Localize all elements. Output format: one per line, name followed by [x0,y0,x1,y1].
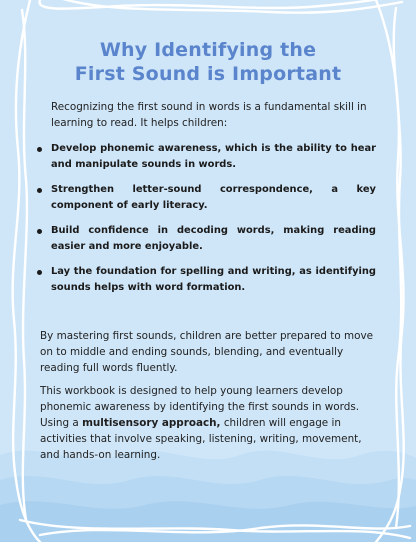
list-item [36,223,376,254]
page-title [0,38,416,86]
list-item-text: Strengthen letter-sound correspondence, a key component of early literacy. [51,184,376,211]
list-item-text: Develop phonemic awareness, which is the ability to hear and manipulate sounds in words. [51,143,376,170]
list-item [36,182,376,213]
bullet-icon [37,229,42,234]
list-item [36,264,376,295]
benefits-list [36,141,376,295]
bullet-icon [37,188,42,193]
mastery-paragraph: By mastering first sounds, children are better prepared to move on to middle and ending sounds, blending, and eventually reading full words fluently. [40,330,374,374]
workbook-text-start: This workbook is designed to help young learners develop phonemic awareness by identifying the first sounds in words. Using a [40,385,360,429]
workbook-text-bold: multisensory approach, [82,417,221,429]
list-item-text: Lay the foundation for spelling and writing, as identifying sounds helps with word formation. [51,266,376,293]
workbook-text-end: children will engage in activities that involve speaking, listening, writing, movement, and hands-on learning. [40,417,362,461]
workbook-paragraph [40,383,380,463]
bullet-icon [37,147,42,152]
list-item [36,141,376,172]
title-line-2: First Sound is Important [74,63,342,85]
title-line-1: Why Identifying the [99,39,317,61]
list-item-text: Build confidence in decoding words, making reading easier and more enjoyable. [51,225,376,252]
bullet-icon [37,270,42,275]
intro-paragraph: Recognizing the first sound in words is a fundamental skill in learning to read. It helps children: [51,101,367,129]
